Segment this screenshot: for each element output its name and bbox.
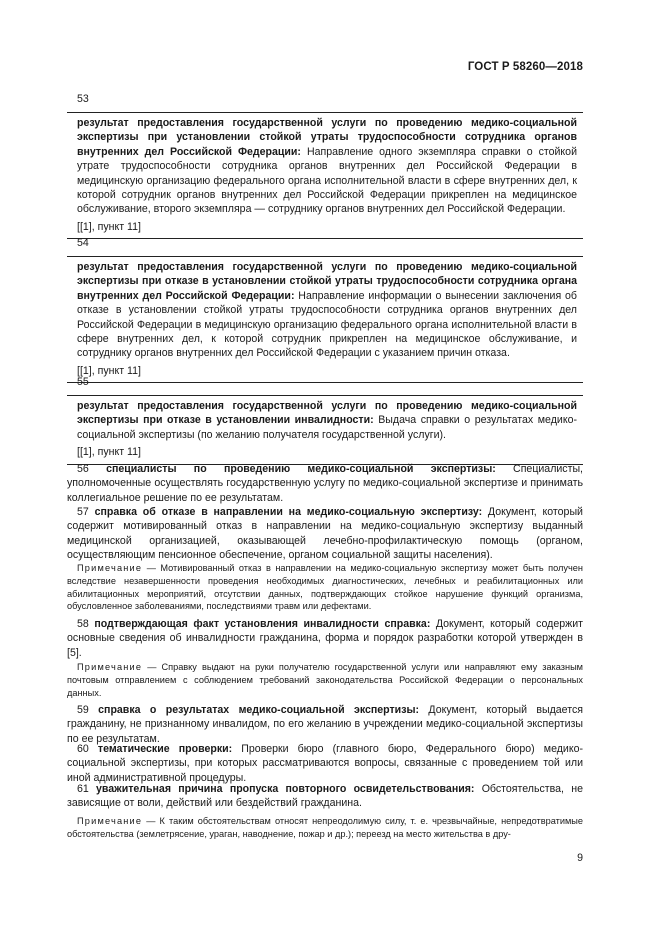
term-entry-55 xyxy=(67,375,583,465)
term-number: 55 xyxy=(77,376,89,388)
term-number: 53 xyxy=(77,93,89,105)
term-definition: Документ, который содержит основные сведения об инвалидности гражданина, форма и порядок разработки которой утвержден в [5]. xyxy=(67,618,584,659)
term-paragraph-57 xyxy=(67,505,583,563)
term-definition: Обстоятельства, не зависящие от воли, действий или бездействий гражданина. xyxy=(67,783,583,810)
note-label: Примечание xyxy=(77,662,143,672)
term-paragraph-59 xyxy=(67,703,583,746)
term-reference: [[1], пункт 11] xyxy=(77,220,141,233)
term-box xyxy=(67,256,583,383)
term-entry-54 xyxy=(67,236,583,383)
term-definition: Проверки бюро (главного бюро, Федерального бюро) медико-социальной экспертизы, при которых рассматриваются вопросы, связанные с проведением той или иной административной процедуры. xyxy=(67,743,583,784)
term-title: результат предоставления государственной услуги по проведению медико-социальной экспертизы при отказе в установлении инвалидности: xyxy=(77,400,577,427)
note-text: — Мотивированный отказ в направлении на медико-социальную экспертизу может быть получен вследствие незавершенности проведения необходимых диагностических, лечебных и реабилитационных или абилитационных мероприятий, отсутствии данных, подтверждающих стойкое нарушение функций организма, обусловленное заболеваниями, последствиями травм или дефектами. xyxy=(67,563,583,612)
term-reference: [[1], пункт 11] xyxy=(77,446,141,459)
note-61 xyxy=(67,815,583,841)
term-definition: Направление одного экземпляра справки о стойкой утрате трудоспособности сотрудника органов внутренних дел Российской Федерации в медицинскую организацию федерального органа исполнительной власти в сфере внутренних дел, к которой сотрудник органов внутренних дел Российской Федерации прикреплен на медицинское обслуживание, второго экземпляра — сотруднику органов внутренних дел Российской Федерации. xyxy=(77,145,577,216)
term-paragraph-61 xyxy=(67,782,583,811)
term-title: результат предоставления государственной услуги по проведению медико-социальной экспертизы при отказе в установлении стойкой утраты трудоспособности сотрудника органа внутренних дел Российской Федерации: xyxy=(77,261,577,302)
note-label: Примечание xyxy=(77,816,143,826)
term-title: результат предоставления государственной услуги по проведению медико-социальной экспертизы при установлении стойкой утраты трудоспособности сотрудника органов внутренних дел Российской Федерации: xyxy=(77,117,577,158)
note-58 xyxy=(67,661,583,699)
term-box xyxy=(67,112,583,239)
term-definition: Выдача справки о результатах медико-социальной экспертизы (по желанию получателя государственной услуги). xyxy=(77,414,577,441)
term-definition: Направление информации о вынесении заключения об отказе в установлении стойкой утраты трудоспособности сотрудника органов внутренних дел Российской Федерации в медицинскую организацию федерального органа исполнительной власти в сфере внутренних дел, к которой сотрудник прикреплен на медицинское обслуживание, и сотруднику органов внутренних дел Российской Федерации с указанием причин отказа. xyxy=(77,289,577,360)
term-title: тематические проверки: xyxy=(97,743,233,755)
term-entry-53 xyxy=(67,92,583,239)
term-definition: Документ, который содержит мотивированный отказ в направлении на медико-социальную экспертизу выданный медицинской организацией, оказывающей лечебно-профилактическую помощь (органом, осуществляющим пенсионное обеспечение, органом социальной защиты населения). xyxy=(67,506,583,562)
term-number: 61 xyxy=(77,783,97,795)
term-title: подтверждающая факт установления инвалидности справка: xyxy=(94,618,431,630)
term-definition: Документ, который выдается гражданину, не признанному инвалидом, по его желанию в учреждении медико-социальной экспертизы по ее результатам. xyxy=(67,704,583,745)
term-title: уважительная причина пропуска повторного освидетельствования: xyxy=(96,783,475,795)
term-title: справка о результатах медико-социальной экспертизы: xyxy=(98,704,420,716)
term-number: 57 xyxy=(77,506,95,518)
term-definition: Специалисты, уполномоченные осуществлять государственную услугу по медико-социальной экспертизе и принимать коллегиальное решение по ее результатам. xyxy=(67,463,583,504)
term-paragraph-58 xyxy=(67,617,583,660)
term-reference: [[1], пункт 11] xyxy=(77,364,141,377)
term-number: 56 xyxy=(77,463,107,475)
term-paragraph-60 xyxy=(67,742,583,785)
note-label: Примечание xyxy=(77,563,143,573)
note-57 xyxy=(67,562,583,613)
term-paragraph-56 xyxy=(67,462,583,505)
standard-designation: ГОСТ Р 58260—2018 xyxy=(467,61,583,73)
term-number: 54 xyxy=(77,237,89,249)
note-text: — Справку выдают на руки получателю государственной услуги или направляют ему заказным почтовым отправлением с соблюдением требований законодательства Российской Федерации о персональных данных. xyxy=(67,662,583,698)
term-title: специалисты по проведению медико-социальной экспертизы: xyxy=(106,463,496,475)
page-number: 9 xyxy=(577,852,583,864)
term-number: 59 xyxy=(77,704,99,716)
term-number: 60 xyxy=(77,743,98,755)
term-number: 58 xyxy=(77,618,95,630)
term-title: справка об отказе в направлении на медико-социальную экспертизу: xyxy=(94,506,483,518)
note-text: — К таким обстоятельствам относят непреодолимую силу, т. е. чрезвычайные, непредотвратимые обстоятельства (землетрясение, ураган, наводнение, пожар и др.); переезд на место жительства в дру- xyxy=(67,816,583,839)
term-box xyxy=(67,395,583,465)
